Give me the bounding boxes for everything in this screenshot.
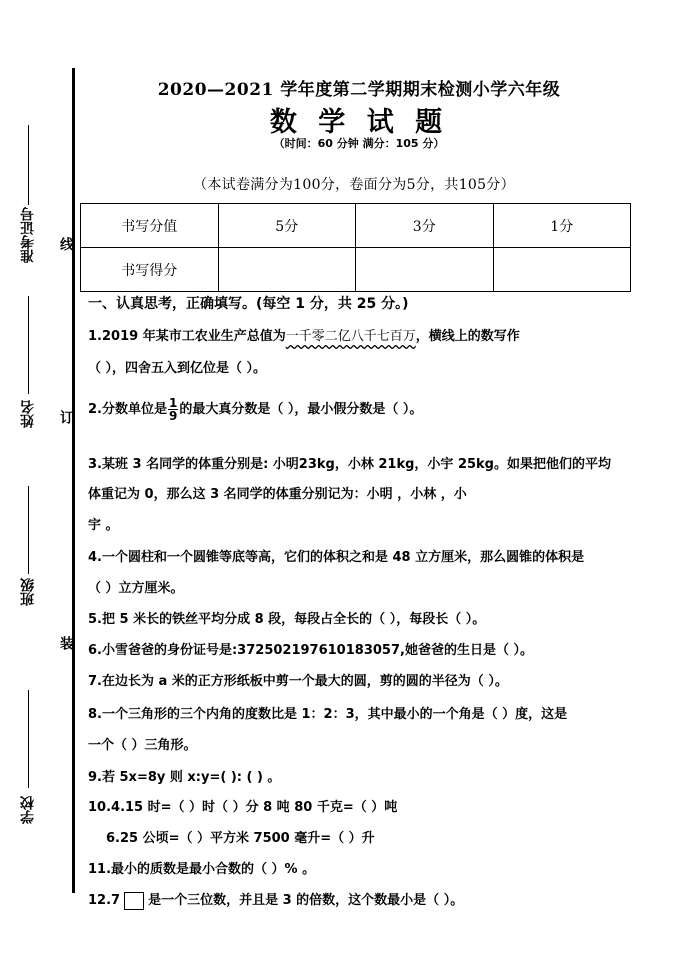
school-field[interactable] (28, 690, 29, 788)
exam-id-label: 准考证号 (20, 207, 36, 263)
score-input-cell[interactable] (356, 248, 494, 292)
question-11: 11.最小的质数是最小合数的（ ）% 。 (88, 862, 316, 877)
exam-meta: （时间：60 分钟 满分：105 分） (273, 137, 445, 150)
question-8-line2: 一个（ ）三角形。 (88, 738, 197, 753)
question-3-line3: 宇 。 (88, 518, 119, 533)
question-2: 2.分数单位是 $\frac{1}{9}$ 的最大真分数是（ ），最小假分数是（ ）。 (88, 396, 423, 423)
writing-score-table (80, 203, 631, 292)
question-5: 5.把 5 米长的铁丝平均分成 8 段，每段占全长的（ ），每段长（ ）。 (88, 612, 486, 627)
question-10: 10.4.15 时=（ ）时（ ）分 8 吨 80 千克=（ ）吨 (88, 800, 398, 815)
question-7: 7.在边长为 a 米的正方形纸板中剪一个最大的圆，剪的圆的半径为（ ）。 (88, 674, 508, 689)
table-cell: 5分 (218, 204, 356, 248)
question-1-line2: （ ），四舍五入到亿位是（ ）。 (88, 361, 267, 376)
name-field[interactable] (28, 296, 29, 394)
question-4-line2: （ ）立方厘米。 (88, 581, 184, 596)
question-8: 8.一个三角形的三个内角的度数比是 1：2：3，其中最小的一个角是（ ）度，这是 (88, 707, 568, 722)
digit-box[interactable] (124, 892, 144, 910)
cut-staple-label: 订 (58, 410, 74, 424)
wavy-underlined-number: 一千零二亿八千七百万 (285, 329, 416, 344)
question-3: 3.某班 3 名同学的体重分别是: 小明23kg，小林 21kg，小宇 25kg。如果把他们的平均 (88, 457, 611, 472)
table-cell: 1分 (493, 204, 631, 248)
name-label: 姓名 (20, 400, 36, 428)
score-note: （本试卷满分为100分，卷面分为5分，共105分） (193, 177, 515, 193)
question-6: 6.小雪爸爸的身份证号是:372502197610183057,她爸爸的生日是（ ）。 (88, 643, 533, 658)
score-input-cell[interactable] (493, 248, 631, 292)
class-label: 班级 (20, 578, 36, 606)
score-input-cell[interactable] (218, 248, 356, 292)
table-cell: 3分 (356, 204, 494, 248)
table-cell: 书写分值 (81, 204, 219, 248)
question-9: 9.若 5x=8y 则 x:y=( ): ( ) 。 (88, 770, 281, 785)
cut-bind-label: 装 (58, 636, 74, 650)
table-row (81, 248, 631, 292)
subject-title: 数 学 试 题 (269, 107, 449, 138)
question-4: 4.一个圆柱和一个圆锥等底等高，它们的体积之和是 48 立方厘米，那么圆锥的体积是 (88, 550, 585, 565)
exam-title: 2020—2021 学年度第二学期期末检测小学六年级 (157, 80, 561, 100)
fraction-one-ninth: $\frac{1}{9}$ (168, 396, 178, 423)
question-1: 1.2019 年某市工农业生产总值为一千零二亿八千七百万，横线上的数写作 (88, 329, 520, 344)
table-row (81, 204, 631, 248)
section-heading: 一、认真思考，正确填写。(每空 1 分，共 25 分。) (88, 296, 409, 312)
table-cell: 书写得分 (81, 248, 219, 292)
question-10-line2: 6.25 公顷=（ ）平方米 7500 毫升=（ ）升 (106, 831, 375, 846)
class-field[interactable] (28, 486, 29, 574)
question-3-line2: 体重记为 0，那么这 3 名同学的体重分别记为：小明 ，小林 ，小 (88, 487, 467, 502)
cut-line-label: 线 (58, 237, 74, 251)
school-label: 学校 (20, 796, 36, 824)
question-12: 12.7 是一个三位数，并且是 3 的倍数，这个数最小是（ ）。 (88, 893, 464, 908)
